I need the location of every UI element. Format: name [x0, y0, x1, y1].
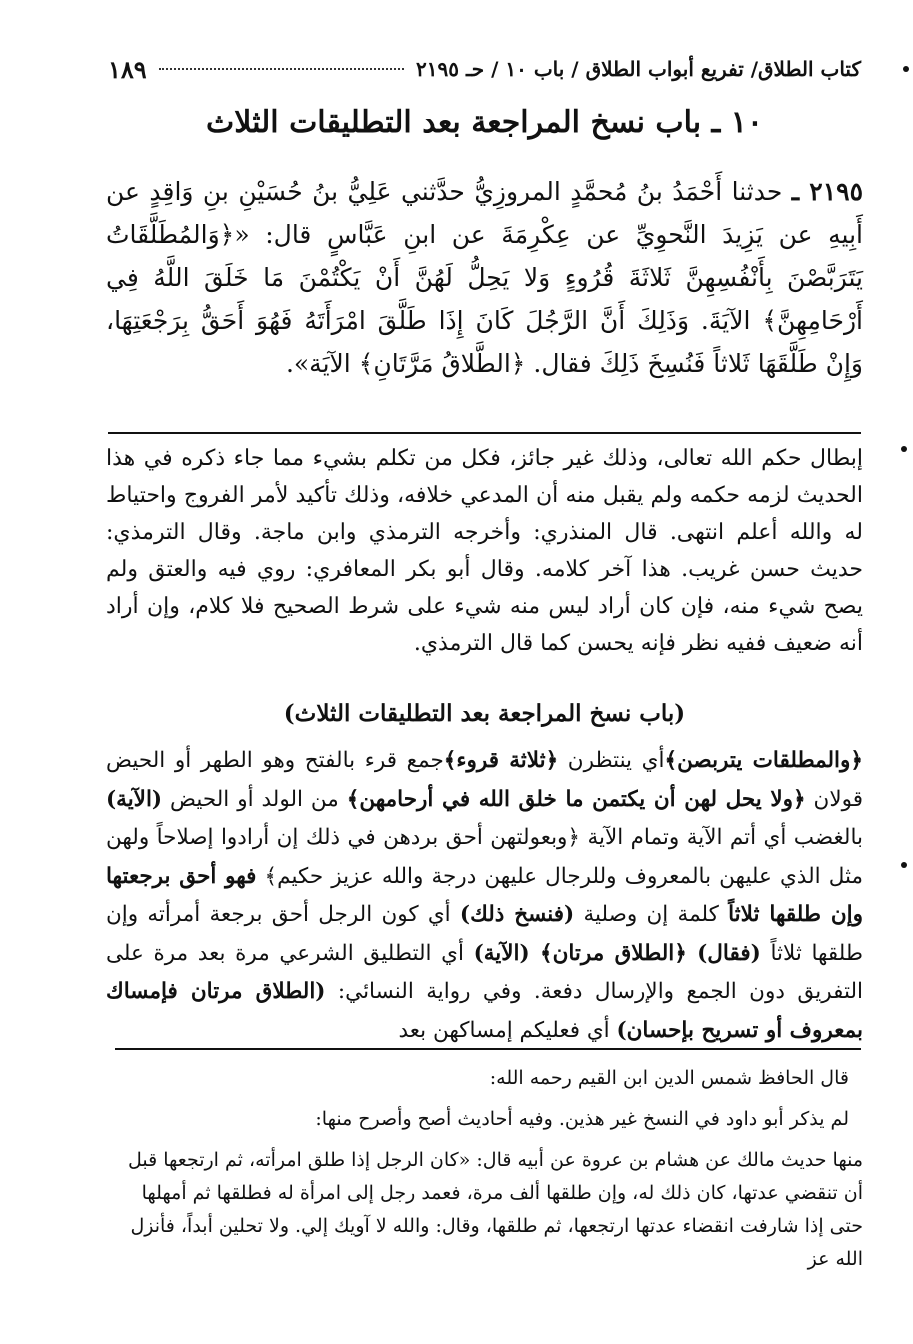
chapter-title: ١٠ ـ باب نسخ المراجعة بعد التطليقات الثلاث	[205, 105, 764, 140]
hadith-text-block	[106, 170, 863, 385]
hadith-paragraph	[106, 170, 863, 385]
sharh-quoted-phrase: (فقال) ﴿الطلاق مرتان﴾ (الآية)	[473, 940, 761, 966]
ibn-qayyim-paragraph: منها حديث مالك عن هشام بن عروة عن أبيه قال: «كان الرجل إذا طلق امرأته، ثم ارتجعها قبل أن تنقضي عدتها، كان ذلك له، وإن طلقها ألف مرة، فعمد رجل إلى امرأة له فطلقها ثم أمهلها حتى إذا شارفت انقضاء عدتها ارتجعها، ثم طلقها، وقال: والله لا آويك إلي. ولا تحلين أبداً، فأنزل الله عز	[127, 1149, 863, 1270]
sharh-explanation: أي فعليكم إمساكهن بعد	[398, 1017, 617, 1043]
margin-mark	[901, 446, 907, 452]
sharh-explanation: أي كون الرجل أحق برجعة أمرأته وإن طلقها ثلاثاً	[106, 902, 864, 966]
running-title: كتاب الطلاق/ تفريع أبواب الطلاق / باب ١٠ / حـ ٢١٩٥	[416, 57, 861, 81]
margin-mark	[903, 66, 909, 72]
ibn-qayyim-block	[106, 1062, 863, 1276]
sharh-quoted-phrase: ﴿والمطلقات يتربصن﴾	[664, 748, 864, 773]
sharh-explanation: من الولد أو الحيض	[162, 786, 347, 812]
header-leader-dots	[159, 68, 404, 70]
margin-mark	[901, 862, 907, 868]
hadith-number: ٢١٩٥ ـ	[791, 177, 863, 206]
running-header	[108, 52, 861, 86]
sharh-quoted-phrase: ﴿ثلاثة قروء﴾	[443, 748, 559, 773]
sharh-explanation: بالغضب أي أتم الآية وتمام الآية ﴿وبعولتهن أحق بردهن في ذلك إن أرادوا إصلاحاً ولهن مثل الذي عليهن بالمعروف وللرجال عليهن درجة والله عزيز حكيم﴾	[106, 825, 864, 889]
ibn-qayyim-line: لم يذكر أبو داود في النسخ غير هذين. وفيه أحاديث أصح وأصرح منها:	[315, 1108, 849, 1130]
sharh-quoted-phrase: (الطلاق مرتان فإمساك بمعروف أو تسريح بإحسان)	[106, 979, 863, 1043]
sharh-explanation: كلمة إن وصلية	[574, 902, 729, 927]
page-number: ١٨٩	[108, 54, 147, 84]
sharh-quoted-phrase: ﴿ولا يحل لهن أن يكتمن ما خلق الله في أرحامهن﴾	[346, 786, 806, 812]
commentary-block	[106, 440, 863, 662]
ibn-qayyim-heading: قال الحافظ شمس الدين ابن القيم رحمه الله:	[489, 1067, 849, 1089]
sharh-block	[106, 742, 863, 1050]
sharh-quoted-phrase: (الآية)	[106, 786, 163, 812]
sharh-paragraph	[106, 742, 863, 1050]
sharh-quoted-phrase: فهو أحق برجعتها وإن طلقها ثلاثاً	[106, 863, 863, 927]
commentary-divider	[108, 432, 861, 434]
sharh-explanation: أي ينتظرن	[558, 748, 665, 773]
sharh-explanation: جمع قرء بالفتح وهو الطهر أو الحيض قولان	[106, 748, 863, 812]
sharh-chapter-title: (باب نسخ المراجعة بعد التطليقات الثلاث)	[283, 700, 686, 727]
sharh-quoted-phrase: (فنسخ ذلك)	[459, 902, 575, 927]
hadith-text: حدثنا أَحْمَدُ بنُ مُحمَّدٍ المروزِيُّ حدَّثني عَلِيُّ بنُ حُسَيْنِ بنِ وَاقِدٍ عن أَبِيهِ عن يَزِيدَ النَّحوِيِّ عن عِكْرِمَةَ عن ابنِ عَبَّاسٍ قال: «﴿وَالمُطَلَّقَاتُ يَتَرَبَّصْنَ بِأَنْفُسِهِنَّ ثَلاثَةَ قُرُوءٍ وَلا يَحِلُّ لَهُنَّ أَنْ يَكْتُمْنَ مَا خَلَقَ اللَّهُ فِي أَرْحَامِهِنَّ﴾ الآيَةَ. وَذَلِكَ أَنَّ الرَّجُلَ كَانَ إِذَا طَلَّقَ امْرَأَتَهُ فَهُوَ أَحَقُّ بِرَجْعَتِهَا، وَإِنْ طَلَّقَهَا ثَلاثاً فَنُسِخَ ذَلِكَ فقال. ﴿الطَّلاقُ مَرَّتَانِ﴾ الآيَة».	[106, 177, 863, 378]
sharh-explanation: أي التطليق الشرعي مرة بعد مرة على التفريق دون الجمع والإرسال دفعة. وفي رواية النسائي:	[106, 940, 863, 1004]
commentary-paragraph: إبطال حكم الله تعالى، وذلك غير جائز، فكل من تكلم بشيء مما جاء ذكره في هذا الحديث لزمه حكمه ولم يقبل منه أن المدعي خلافه، وذلك تأكيد لأمر الفروج واحتياط له والله أعلم انتهى. قال المنذري: وأخرجه الترمذي وابن ماجة. وقال الترمذي: حديث حسن غريب. هذا آخر كلامه. وقال أبو بكر المعافري: روي فيه والعتق ولم يصح شيء منه، فإن كان أراد ليس منه شيء على شرط الصحيح فلا كلام، وإن أراد أنه ضعيف ففيه نظر فإنه يحسن كما قال الترمذي.	[106, 446, 863, 656]
ibn-qayyim-divider	[115, 1048, 861, 1050]
